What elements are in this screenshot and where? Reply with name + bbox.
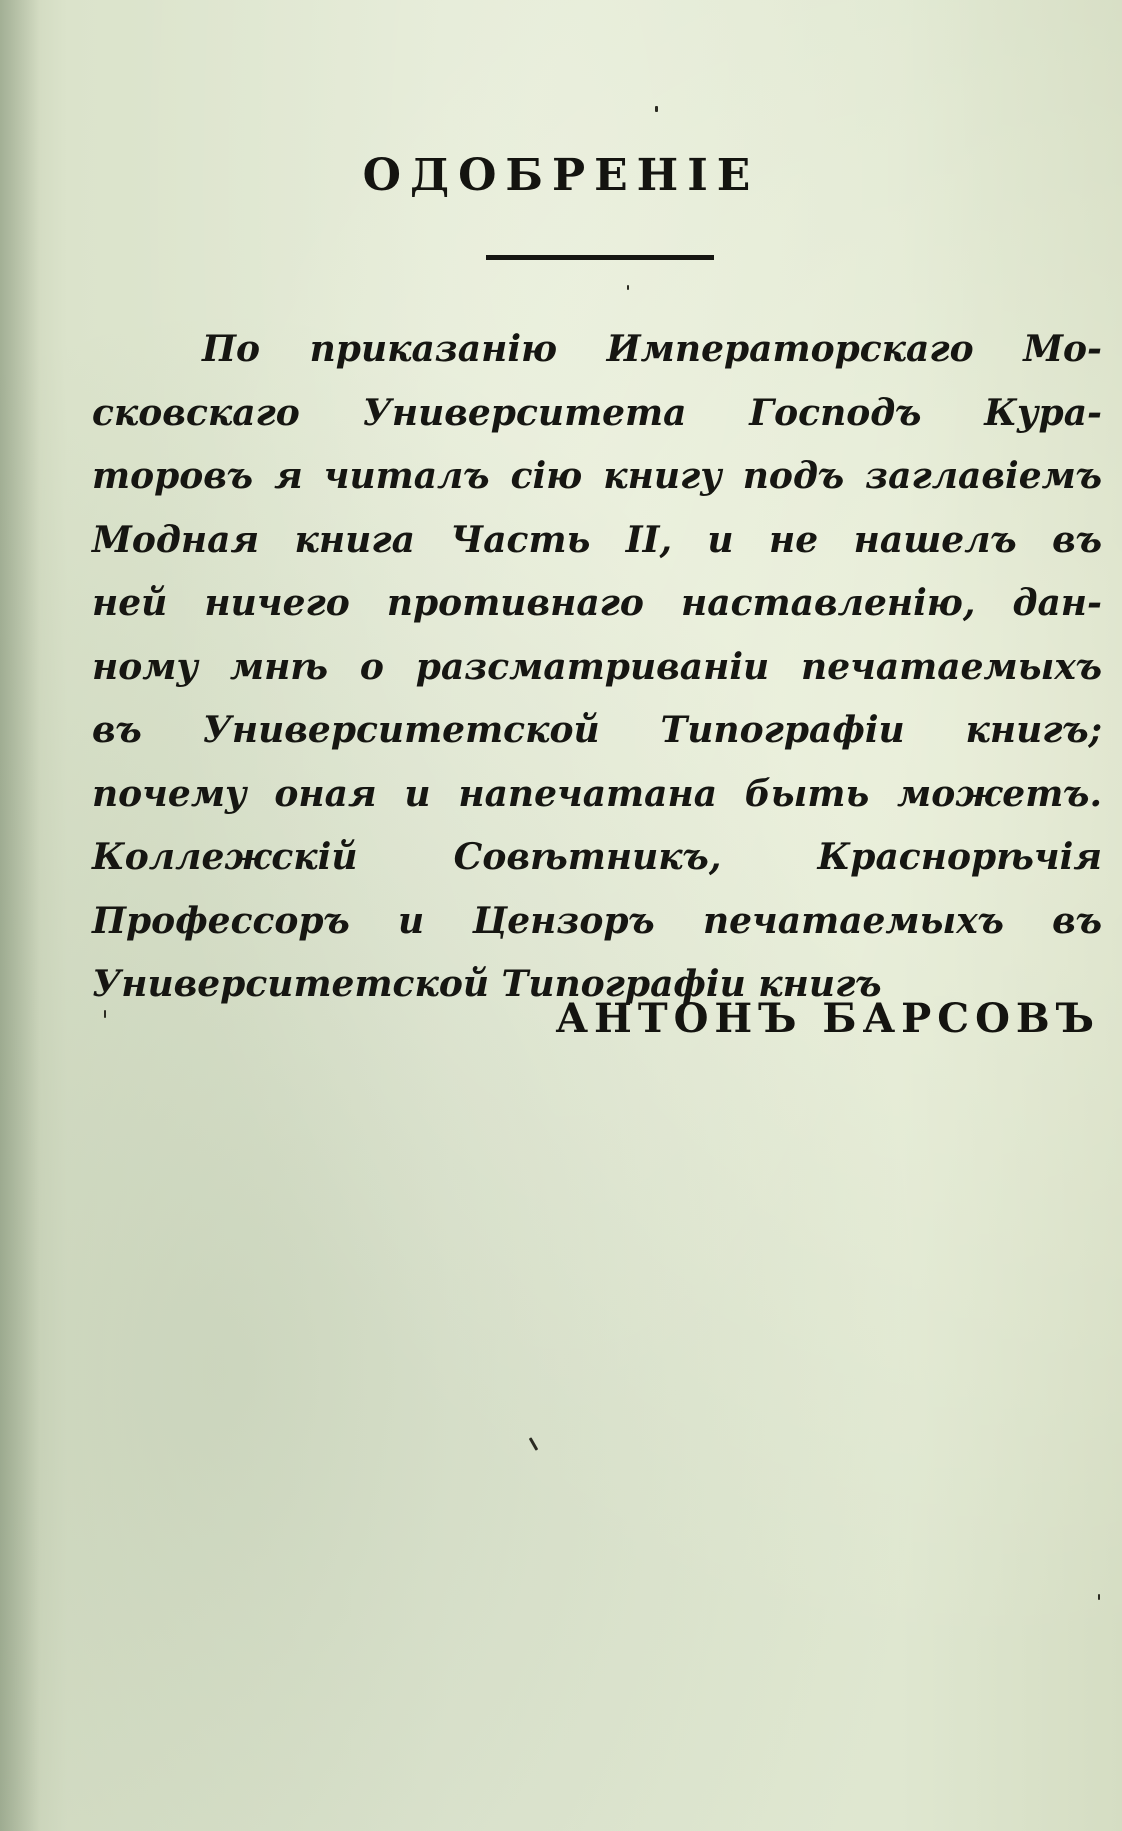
page-title: ОДОБРЕНIЕ — [362, 150, 760, 201]
text-line: Коллежскій Совѣтникъ, Краснорѣчія — [92, 836, 1102, 878]
ink-speck — [627, 285, 629, 290]
ink-speck — [1098, 1594, 1100, 1600]
text-line: Модная книга Часть II, и не нашелъ въ — [92, 518, 1102, 561]
text-line: торовъ я читалъ сію книгу подъ заглавіемъ — [92, 455, 1102, 497]
censor-signature: АНТОНЪ БАРСОВЪ — [555, 995, 1100, 1042]
ink-speck — [655, 106, 658, 112]
text-line: Университетской Типографіи книгъ — [92, 963, 882, 1005]
text-line: сковскаго Университета Господъ Кура- — [92, 391, 1102, 434]
text-line: ней ничего противнаго наставленію, дан- — [92, 582, 1102, 624]
text-line: Профессоръ и Цензоръ печатаемыхъ въ — [92, 899, 1102, 942]
approval-text — [92, 318, 1102, 1017]
text-line: въ Университетской Типографіи книгъ; — [92, 709, 1102, 751]
text-line: ному мнѣ о разсматриваніи печатаемыхъ — [92, 645, 1102, 688]
ink-speck — [529, 1437, 539, 1451]
title-underline — [486, 255, 714, 260]
text-line: почему оная и напечатана быть можетъ. — [92, 772, 1102, 815]
text-line: По приказанію Императорскаго Мо- — [202, 328, 1102, 370]
